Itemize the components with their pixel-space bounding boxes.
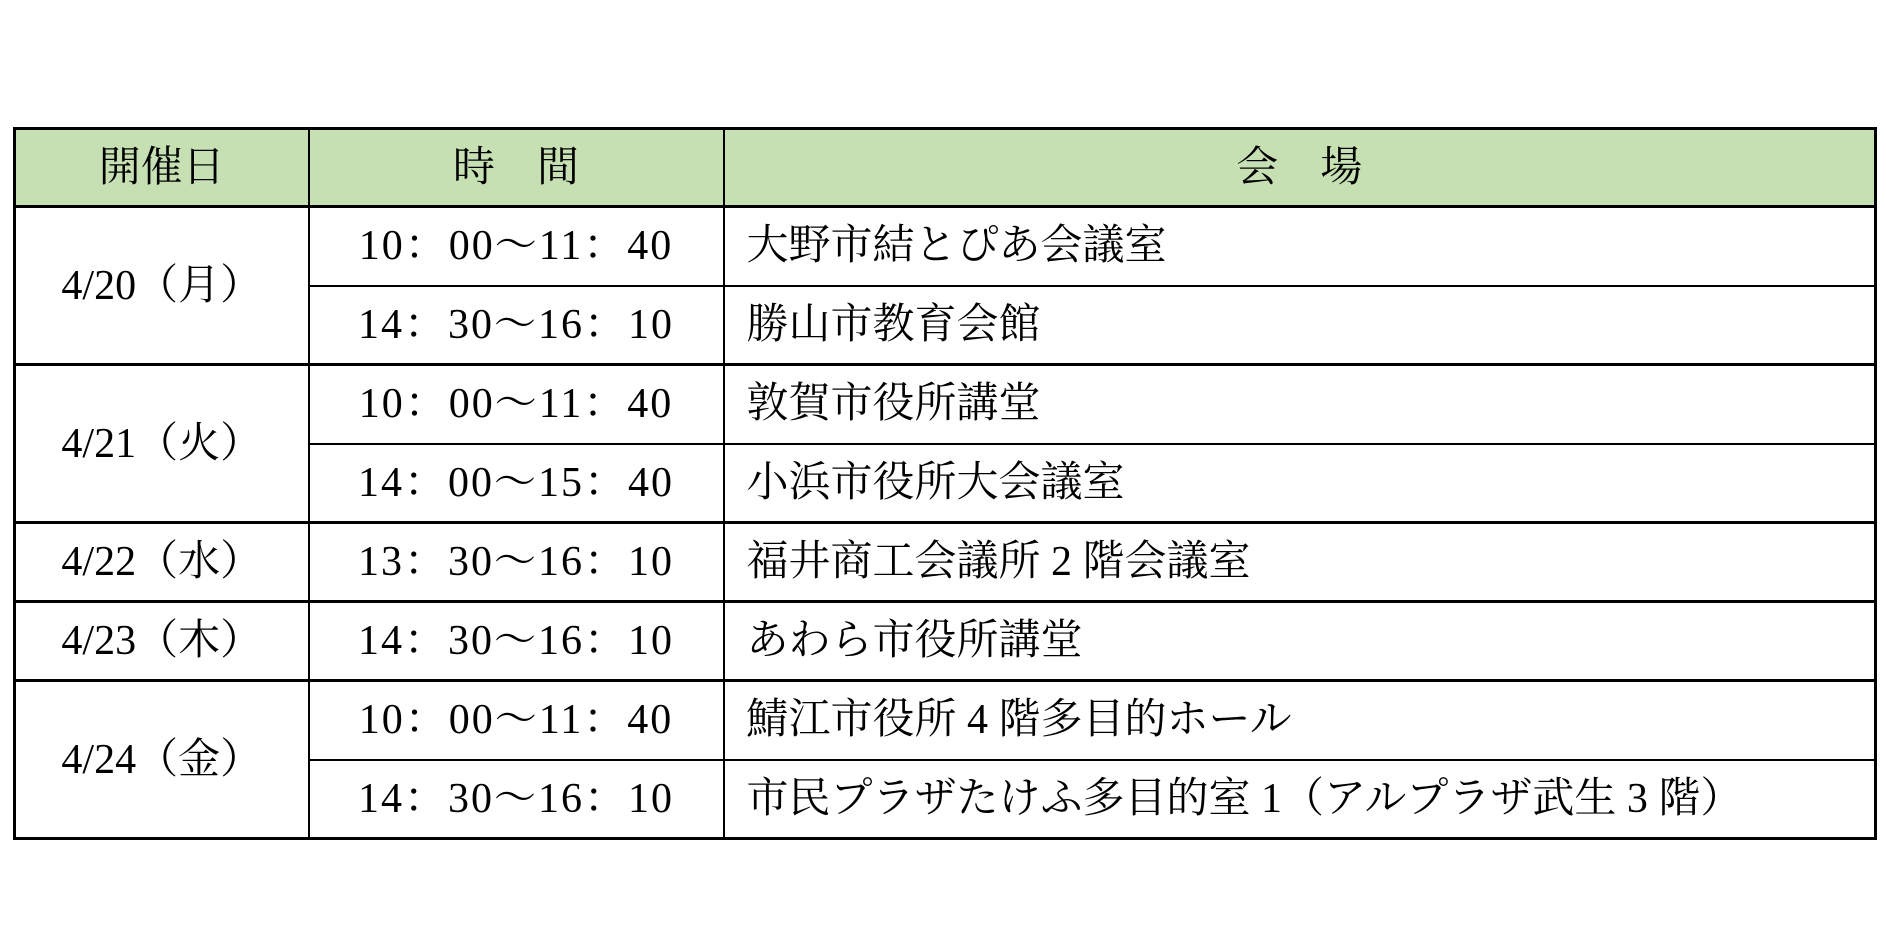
venue-cell: 小浜市役所大会議室	[724, 444, 1876, 523]
venue-cell: 大野市結とぴあ会議室	[724, 207, 1876, 286]
header-row	[15, 129, 1876, 207]
venue-cell: 勝山市教育会館	[724, 286, 1876, 365]
table-row	[15, 602, 1876, 681]
venue-cell: 福井商工会議所 2 階会議室	[724, 523, 1876, 602]
venue-cell: 鯖江市役所 4 階多目的ホール	[724, 681, 1876, 760]
table-row	[15, 365, 1876, 444]
table-row	[15, 523, 1876, 602]
header-date: 開催日	[15, 129, 309, 207]
venue-cell: あわら市役所講堂	[724, 602, 1876, 681]
time-cell: 10：00～11：40	[309, 207, 724, 286]
date-cell: 4/20（月）	[15, 207, 309, 365]
time-cell: 10：00～11：40	[309, 365, 724, 444]
time-cell: 14：30～16：10	[309, 602, 724, 681]
time-cell: 14：30～16：10	[309, 760, 724, 839]
date-cell: 4/22（水）	[15, 523, 309, 602]
schedule-table	[13, 127, 1877, 840]
table-row	[15, 207, 1876, 286]
date-cell: 4/23（木）	[15, 602, 309, 681]
table-row	[15, 681, 1876, 760]
time-cell: 14：00～15：40	[309, 444, 724, 523]
time-cell: 14：30～16：10	[309, 286, 724, 365]
time-cell: 10：00～11：40	[309, 681, 724, 760]
date-cell: 4/21（火）	[15, 365, 309, 523]
venue-cell: 敦賀市役所講堂	[724, 365, 1876, 444]
venue-cell: 市民プラザたけふ多目的室 1（アルプラザ武生 3 階）	[724, 760, 1876, 839]
date-cell: 4/24（金）	[15, 681, 309, 839]
time-cell: 13：30～16：10	[309, 523, 724, 602]
header-venue: 会 場	[724, 129, 1876, 207]
header-time: 時 間	[309, 129, 724, 207]
